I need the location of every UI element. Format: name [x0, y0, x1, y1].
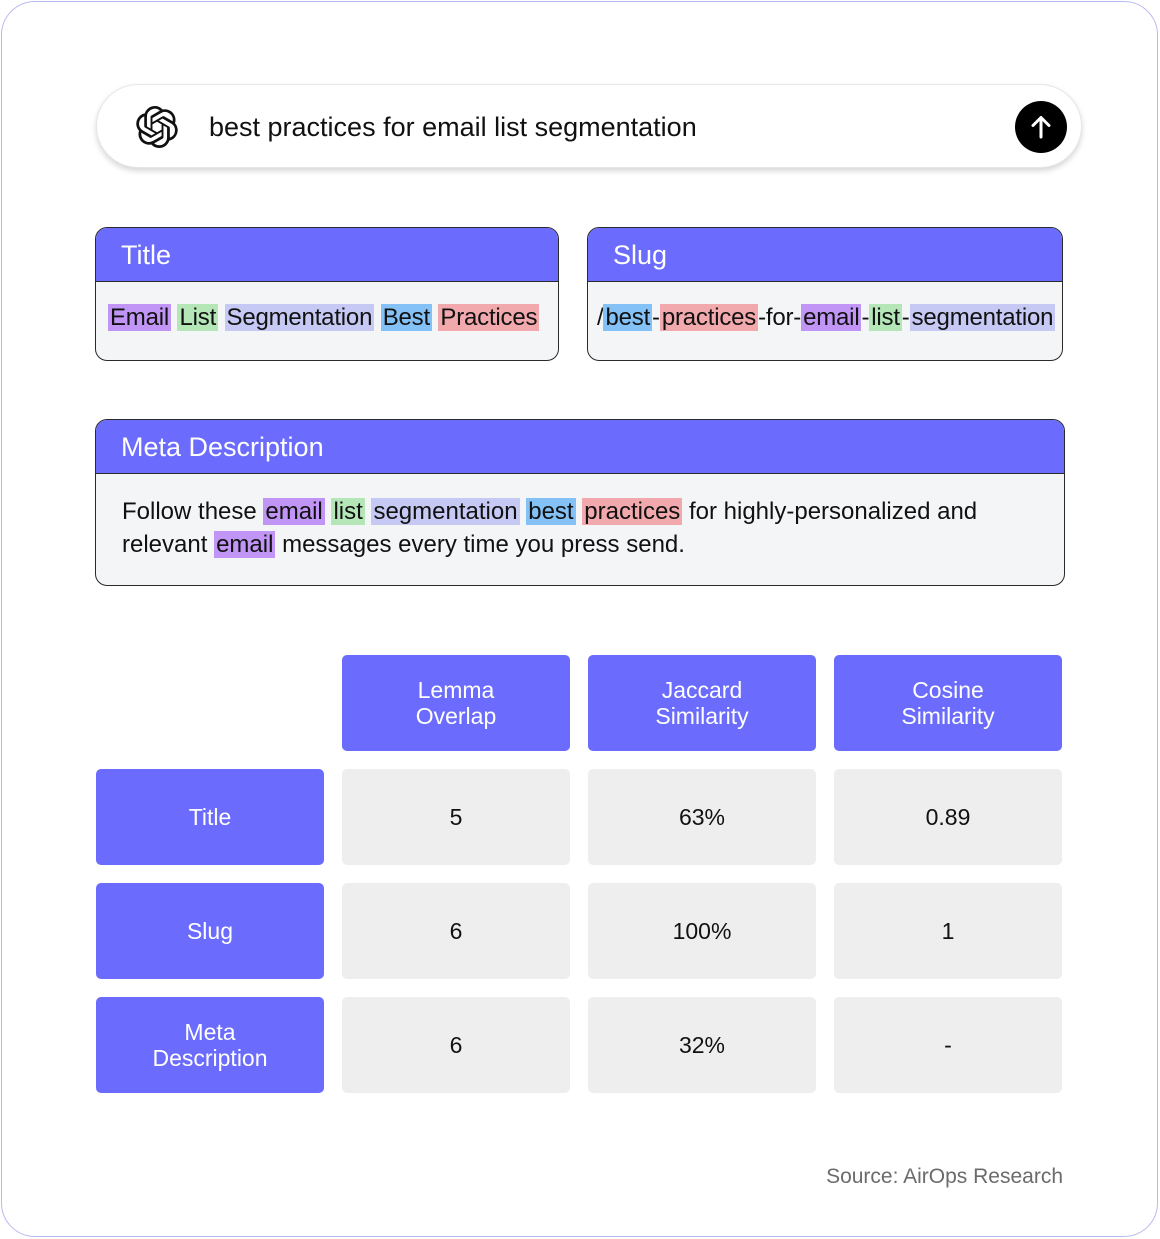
table-cell: 5 — [342, 769, 570, 865]
title-card-text — [96, 282, 558, 333]
slug-card-text — [588, 282, 1062, 333]
prompt-search-bar[interactable] — [96, 84, 1082, 168]
highlighted-keyword: Email — [110, 304, 170, 331]
highlighted-keyword: Segmentation — [226, 304, 373, 331]
highlighted-keyword: best — [528, 498, 574, 525]
row-header-title: Title — [96, 769, 324, 865]
plain-text: Follow these — [122, 498, 264, 525]
highlighted-keyword: practices — [661, 304, 757, 331]
table-cell: 32% — [588, 997, 816, 1093]
highlighted-keyword: Best — [382, 304, 430, 331]
plain-text: -for- — [758, 304, 802, 331]
slug-card — [587, 227, 1063, 361]
source-caption: Source: AirOps Research — [826, 1165, 1063, 1188]
plain-text — [218, 304, 224, 331]
plain-text: messages every time you press send. — [275, 531, 685, 558]
meta-description-card-heading: Meta Description — [96, 420, 1064, 474]
highlighted-keyword: list — [333, 498, 363, 525]
table-cell: - — [834, 997, 1062, 1093]
column-header-lemma-overlap: Lemma Overlap — [342, 655, 570, 751]
title-card — [95, 227, 559, 361]
title-card-heading: Title — [96, 228, 558, 282]
table-cell: 6 — [342, 997, 570, 1093]
column-header-jaccard-similarity: Jaccard Similarity — [588, 655, 816, 751]
highlighted-keyword: segmentation — [911, 304, 1054, 331]
prompt-text[interactable]: best practices for email list segmentation — [209, 112, 697, 142]
highlighted-keyword: best — [605, 304, 651, 331]
highlighted-keyword: Practices — [440, 304, 538, 331]
table-cell: 1 — [834, 883, 1062, 979]
meta-description-card-text — [96, 474, 1064, 561]
table-cell: 63% — [588, 769, 816, 865]
highlighted-keyword: segmentation — [373, 498, 518, 525]
plain-text — [374, 304, 380, 331]
plain-text: / — [597, 304, 604, 331]
meta-description-card — [95, 419, 1065, 586]
row-header-meta-description: Meta Description — [96, 997, 324, 1093]
highlighted-keyword: email — [216, 531, 274, 558]
slug-card-heading: Slug — [588, 228, 1062, 282]
highlighted-keyword: email — [803, 304, 860, 331]
arrow-up-icon — [1028, 114, 1054, 140]
plain-text: - — [652, 304, 660, 331]
table-cell: 100% — [588, 883, 816, 979]
column-header-cosine-similarity: Cosine Similarity — [834, 655, 1062, 751]
table-cell: 6 — [342, 883, 570, 979]
table-cell: 0.89 — [834, 769, 1062, 865]
openai-logo-icon — [136, 106, 178, 148]
plain-text: - — [901, 304, 910, 331]
row-header-slug: Slug — [96, 883, 324, 979]
send-button[interactable] — [1015, 101, 1067, 153]
highlighted-keyword: email — [265, 498, 323, 525]
highlighted-keyword: practices — [584, 498, 681, 525]
plain-text: for highly-personalized and relevant — [122, 498, 978, 558]
highlighted-keyword: List — [179, 304, 217, 331]
plain-text: - — [861, 304, 870, 331]
highlighted-keyword: list — [871, 304, 900, 331]
